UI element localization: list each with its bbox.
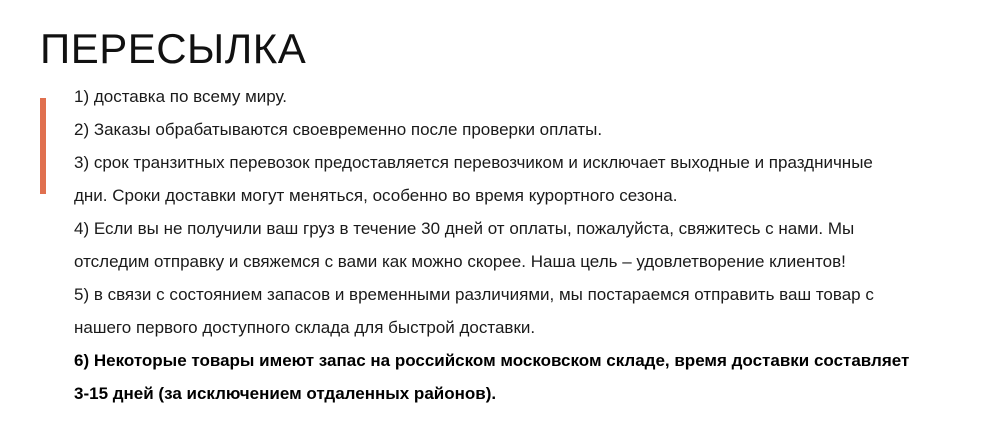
list-item-6-line-2: 3-15 дней (за исключением отдаленных районов). [74,384,497,403]
accent-bar [40,98,46,194]
list-item-2-line-1: 2) Заказы обрабатываются своевременно после проверки оплаты. [74,120,603,139]
list-item-4-line-1: 4) Если вы не получили ваш груз в течение 30 дней от оплаты, пожалуйста, свяжитесь с нами. Мы [74,219,855,238]
list-item-5-line-1: 5) в связи с состоянием запасов и временными различиями, мы постараемся отправить ваш товар с [74,285,874,304]
page-title: ПЕРЕСЫЛКА [40,25,307,72]
list-item-3-line-2: дни. Сроки доставки могут меняться, особенно во время курортного сезона. [74,186,678,205]
list-item-3-line-1: 3) срок транзитных перевозок предоставляется перевозчиком и исключает выходные и праздничные [74,153,873,172]
list-item-1-line-1: 1) доставка по всему миру. [74,87,288,106]
list-item-6-line-1: 6) Некоторые товары имеют запас на российском московском складе, время доставки составляет [74,351,910,370]
list-item-5-line-2: нашего первого доступного склада для быстрой доставки. [74,318,536,337]
shipping-info-list [74,80,974,410]
list-item-4-line-2: отследим отправку и свяжемся с вами как можно скорее. Наша цель – удовлетворение клиентов! [74,252,846,271]
